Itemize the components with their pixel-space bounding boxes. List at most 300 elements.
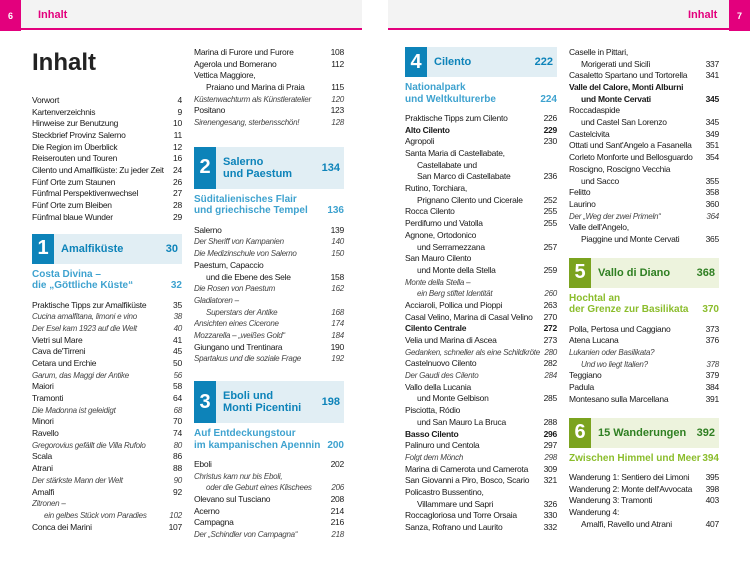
toc-entry[interactable] [405,347,557,359]
section-page: 392 [696,426,715,439]
toc-entry[interactable] [194,482,344,494]
toc-entry-title: Policastro Bussentino, [405,486,484,497]
toc-entry[interactable] [405,277,557,289]
toc-entry-title: ein Berg stiftet Identität [417,289,493,299]
toc-entry-page: 384 [705,382,719,393]
toc-entry-title: Fünf Orte zum Staunen [32,176,116,187]
toc-entry-title: Castelnuovo Cilento [405,358,477,369]
toc-entry[interactable] [405,265,557,277]
toc-entry[interactable] [405,452,557,464]
toc-entry[interactable] [405,522,557,534]
section-number: 1 [32,234,54,264]
toc-entry-title: Cilento und Amalfiküste: Zu jeder Zeit [32,165,164,176]
toc-entry-page: 282 [543,358,557,369]
toc-entry[interactable] [405,148,557,160]
section-1-subtitle[interactable] [32,269,182,292]
toc-entry-page: 284 [544,371,557,381]
toc-entry-page: 332 [543,522,557,533]
section-4-subtitle[interactable] [405,82,557,105]
toc-entry-page: 214 [330,505,344,516]
toc-entry[interactable] [405,113,557,125]
left-page-number: 6 [0,0,21,31]
toc-entry[interactable] [194,518,344,530]
toc-entry-title: San Giovanni a Piro, Bosco, Scario [405,475,530,486]
subtitle-text: Nationalpark und Weltkulturerbe [405,82,496,105]
toc-entry[interactable] [405,125,557,137]
toc-entry-title: Giungano und Trentinara [194,341,283,352]
toc-entry-page: 92 [173,486,182,497]
right-page-number: 7 [729,0,750,31]
toc-entry-page: 365 [705,233,719,244]
section-title: Cilento [434,56,472,68]
toc-entry-page: 41 [173,334,182,345]
toc-entry[interactable] [569,335,719,347]
toc-entry-page: 337 [705,58,719,69]
toc-entry[interactable] [405,160,557,172]
toc-entry-page: 364 [706,211,719,221]
toc-entry[interactable] [194,342,344,354]
toc-entry[interactable] [405,207,557,219]
toc-entry-page: 123 [330,105,344,116]
toc-entry[interactable] [405,440,557,452]
toc-entry[interactable] [32,95,182,107]
toc-entry-title: Die Rosen von Paestum [194,284,276,294]
toc-entry-title: Marina di Furore und Furore [194,46,294,57]
toc-entry[interactable] [569,82,719,94]
toc-entry[interactable] [194,225,344,237]
subtitle-page: 136 [327,205,344,217]
section-6-subtitle[interactable] [569,453,719,465]
toc-entry[interactable] [569,176,719,188]
toc-entry[interactable] [569,187,719,199]
toc-entry-page: 28 [173,200,182,211]
toc-entry-page: 355 [705,175,719,186]
toc-entry-title: Acerno [194,505,220,516]
toc-entry-title: Sanza, Rofrano und Laurito [405,522,503,533]
toc-entry[interactable] [32,522,182,534]
toc-entry[interactable] [194,94,344,106]
toc-entry[interactable] [194,105,344,117]
toc-entry[interactable] [569,394,719,406]
toc-entry[interactable] [569,70,719,82]
toc-entry[interactable] [569,47,719,59]
toc-entry-page: 16 [173,153,182,164]
toc-column-4 [569,47,719,530]
toc-entry[interactable] [32,212,182,224]
toc-entry-page: 74 [173,428,182,439]
toc-entry-page: 108 [330,46,344,57]
toc-entry[interactable] [405,183,557,195]
toc-entry[interactable] [194,248,344,260]
toc-entry[interactable] [569,94,719,106]
toc-entry[interactable] [194,117,344,129]
toc-entry-title: oder die Geburt eines Klischees [206,483,312,493]
toc-entry-page: 50 [173,357,182,368]
section-1-entries [32,300,182,534]
toc-entry-page: 379 [705,370,719,381]
toc-entry-page: 174 [331,319,344,329]
toc-entry[interactable] [32,381,182,393]
toc-entry-title: Castelcivita [569,128,610,139]
toc-entry-page: 403 [705,495,719,506]
toc-entry[interactable] [32,475,182,487]
toc-entry-title: Montesano sulla Marcellana [569,393,669,404]
subtitle-page: 200 [327,439,344,451]
toc-entry-page: 58 [173,381,182,392]
toc-entry[interactable] [32,200,182,212]
toc-entry[interactable] [405,171,557,183]
toc-entry[interactable] [32,428,182,440]
toc-entry-title: Praktische Tipps zum Cilento [405,112,508,123]
section-number: 3 [194,381,216,423]
toc-entry[interactable] [405,429,557,441]
toc-entry[interactable] [405,300,557,312]
toc-entry-title: Gladiatoren – [194,295,239,305]
toc-entry[interactable] [32,142,182,154]
toc-entry[interactable] [405,358,557,370]
section-2-header[interactable] [194,147,344,189]
toc-entry[interactable] [32,393,182,405]
subtitle-page: 370 [702,304,719,316]
toc-entry-title: Caselle in Pittari, [569,46,629,57]
toc-entry[interactable] [32,177,182,189]
toc-entry[interactable] [405,405,557,417]
toc-entry-title: Küstenwachturm als Künstleratelier [194,94,311,104]
section-6-entries [569,472,719,530]
toc-entry-page: 321 [543,475,557,486]
toc-entry-title: Corleto Monforte und Bellosguardo [569,152,693,163]
section-title: 15 Wanderungen [598,426,687,439]
toc-entry-page: 345 [705,117,719,128]
toc-entry[interactable] [405,136,557,148]
toc-entry-title: Salerno [194,224,222,235]
toc-entry-page: 309 [543,463,557,474]
toc-entry[interactable] [32,107,182,119]
toc-entry[interactable] [32,370,182,382]
section-3-subtitle[interactable] [194,428,344,451]
toc-entry-page: 140 [331,237,344,247]
toc-entry-title: ein gelbes Stück vom Paradies [44,510,147,520]
section-4-header[interactable] [405,47,557,77]
toc-entry-page: 326 [543,498,557,509]
toc-entry-title: und die Ebene des Sele [206,271,291,282]
toc-entry[interactable] [32,130,182,142]
toc-entry[interactable] [194,471,344,483]
toc-entry-title: Der Sheriff von Kampanien [194,237,284,247]
toc-entry-page: 259 [543,264,557,275]
toc-entry-page: 226 [543,112,557,123]
toc-entry[interactable] [194,59,344,71]
toc-entry[interactable] [32,300,182,312]
toc-entry[interactable] [194,330,344,342]
toc-entry-page: 395 [705,471,719,482]
toc-entry-page: 349 [705,128,719,139]
toc-entry-title: Vietri sul Mare [32,334,83,345]
toc-entry[interactable] [405,253,557,265]
toc-entry-title: Rocca Cilento [405,206,455,217]
toc-entry[interactable] [194,272,344,284]
toc-entry-title: Basso Cilento [405,428,459,439]
toc-entry-title: Velia und Marina di Ascea [405,335,497,346]
toc-entry-page: 38 [173,312,182,322]
toc-entry-page: 398 [705,483,719,494]
toc-entry[interactable] [194,318,344,330]
toc-entry-page: 373 [705,323,719,334]
toc-entry-title: Maiori [32,381,54,392]
toc-entry[interactable] [405,323,557,335]
toc-entry-page: 296 [543,428,557,439]
toc-entry[interactable] [569,152,719,164]
toc-column-2 [194,47,344,541]
toc-entry[interactable] [569,234,719,246]
toc-entry[interactable] [569,211,719,223]
toc-entry[interactable] [569,105,719,117]
toc-entry-page: 112 [331,58,344,69]
toc-entry[interactable] [194,494,344,506]
toc-entry[interactable] [32,189,182,201]
toc-entry[interactable] [32,405,182,417]
toc-entry[interactable] [569,359,719,371]
toc-entry-title: Scala [32,451,53,462]
toc-entry[interactable] [405,499,557,511]
toc-entry[interactable] [569,370,719,382]
toc-entry-title: Agerola und Bomerano [194,58,277,69]
toc-entry[interactable] [32,440,182,452]
toc-entry-title: Der Gaudi des Cilento [405,371,479,381]
toc-entry-title: San Mauro Cilento [405,253,472,264]
toc-entry-title: Valle del Calore, Monti Alburni [569,82,684,93]
toc-entry-page: 218 [331,530,344,540]
toc-entry-page: 192 [331,354,344,364]
toc-entry[interactable] [569,129,719,141]
toc-entry-page: 351 [705,140,719,151]
toc-entry[interactable] [569,382,719,394]
toc-entry-title: Castellabate und [417,159,477,170]
toc-entry-title: Santa Maria di Castellabate, [405,148,505,159]
toc-entry-page: 285 [543,393,557,404]
toc-entry-title: Casal Velino, Marina di Casal Velino [405,311,533,322]
toc-entry-page: 80 [173,440,182,450]
toc-entry[interactable] [32,498,182,510]
toc-entry-page: 11 [173,130,182,141]
toc-entry-title: Campagna [194,517,234,528]
section-page: 222 [534,56,553,68]
toc-entry-page: 407 [705,518,719,529]
toc-entry[interactable] [405,218,557,230]
toc-entry-title: Olevano sul Tusciano [194,494,271,505]
toc-entry[interactable] [32,463,182,475]
subtitle-text: Auf Entdeckungstour im kampanischen Apennin [194,428,321,451]
toc-entry-page: 255 [543,218,557,229]
toc-entry-page: 40 [173,323,182,333]
toc-entry[interactable] [32,346,182,358]
toc-entry[interactable] [569,484,719,496]
toc-entry[interactable] [569,347,719,359]
toc-entry[interactable] [194,47,344,59]
toc-entry-title: und Monte Cervati [581,93,651,104]
toc-entry-title: Roccadaspide [569,105,620,116]
section-page: 30 [165,242,178,255]
toc-entry-title: Atrani [32,463,53,474]
section-title: Vallo di Diano [598,266,671,279]
toc-entry-page: 107 [168,521,182,532]
toc-entry[interactable] [32,335,182,347]
toc-entry-page: 86 [173,451,182,462]
toc-entry-page: 216 [330,517,344,528]
toc-entry-page: 280 [544,347,557,357]
toc-entry[interactable] [194,459,344,471]
toc-entry[interactable] [405,510,557,522]
toc-entry-title: Vettica Maggiore, [194,70,256,81]
section-5-entries [569,324,719,406]
toc-entry-page: 90 [173,475,182,485]
toc-entry[interactable] [405,464,557,476]
section-4-entries-cont [569,47,719,246]
toc-entry-title: Alto Cilento [405,124,450,135]
toc-entry[interactable] [569,324,719,336]
toc-entry[interactable] [194,307,344,319]
toc-entry-title: Die Madonna ist geleidigt [32,405,116,415]
toc-entry[interactable] [194,237,344,249]
toc-entry[interactable] [194,353,344,365]
toc-entry[interactable] [405,230,557,242]
toc-entry[interactable] [405,475,557,487]
toc-entry-title: Monte della Stella – [405,277,471,287]
toc-entry-page: 236 [543,171,557,182]
section-number: 2 [194,147,216,189]
toc-entry-title: Gregorovius gefällt die Villa Rufolo [32,440,146,450]
toc-entry[interactable] [194,82,344,94]
toc-entry-title: Fünfmal Perspektivenwechsel [32,188,139,199]
toc-entry-title: Minori [32,416,54,427]
toc-entry-page: 252 [543,194,557,205]
toc-entry[interactable] [32,311,182,323]
subtitle-text: Zwischen Himmel und Meer [569,452,701,464]
toc-entry-title: Der „Weg der zwei Primeln“ [569,211,661,221]
toc-entry-title: Gedanken, schneller als eine Schildkröte [405,347,540,357]
section-2-subtitle[interactable] [194,194,344,217]
toc-entry[interactable] [32,510,182,522]
section-6-header[interactable] [569,418,719,448]
toc-entry-page: 158 [330,271,344,282]
toc-entry-page: 45 [173,346,182,357]
toc-entry[interactable] [405,487,557,499]
toc-entry[interactable] [32,452,182,464]
toc-entry[interactable] [405,394,557,406]
toc-entry-page: 68 [173,405,182,415]
toc-entry-title: Conca dei Marini [32,521,92,532]
toc-entry[interactable] [569,59,719,71]
right-header-title: Inhalt [688,9,718,21]
section-3-header[interactable] [194,381,344,423]
toc-entry-page: 168 [331,307,344,317]
toc-entry-title: und San Mauro La Bruca [417,416,507,427]
toc-entry[interactable] [405,370,557,382]
toc-entry[interactable] [405,288,557,300]
section-title: Eboli und Monti Picentini [223,390,302,415]
toc-entry-title: Teggiano [569,370,602,381]
toc-entry-title: Der „Schindler von Campagna“ [194,530,298,540]
page-title: Inhalt [32,49,96,76]
toc-entry-title: Christus kam nur bis Eboli, [194,471,283,481]
toc-entry-page: 360 [705,198,719,209]
toc-entry-title: Roscigno, Roscigno Vecchia [569,163,671,174]
section-1-header[interactable] [32,234,182,264]
toc-entry-title: Folgt dem Mönch [405,452,464,462]
toc-entry-title: Prignano Cilento und Cicerale [417,194,523,205]
toc-entry[interactable] [569,507,719,519]
toc-entry[interactable] [405,417,557,429]
toc-entry[interactable] [32,358,182,370]
toc-entry-page: 298 [544,452,557,462]
section-5-subtitle[interactable] [569,293,719,316]
section-title: Salerno und Paestum [223,155,293,180]
toc-entry[interactable] [405,312,557,324]
toc-entry-page: 4 [177,94,182,105]
toc-entry[interactable] [194,295,344,307]
toc-entry-title: Die Medizinschule von Salerno [194,249,297,259]
toc-entry[interactable] [569,495,719,507]
toc-entry[interactable] [32,165,182,177]
left-header-title: Inhalt [38,9,68,21]
toc-entry-title: Wanderung 2: Monte dell'Avvocata [569,483,693,494]
toc-entry-page: 272 [543,323,557,334]
toc-entry[interactable] [194,529,344,541]
toc-entry[interactable] [569,222,719,234]
toc-entry-page: 345 [705,93,719,104]
toc-entry-title: Mozzarella – „weißes Gold“ [194,330,285,340]
toc-entry-title: Villammare und Sapri [417,498,494,509]
toc-entry[interactable] [32,153,182,165]
toc-entry-page: 10 [173,118,182,129]
toc-entry[interactable] [32,487,182,499]
toc-entry[interactable] [405,195,557,207]
toc-entry[interactable] [405,242,557,254]
toc-entry-title: Acciaroli, Pollica und Pioppi [405,299,503,310]
toc-entry[interactable] [194,260,344,272]
toc-entry-title: Valle dell'Angelo, [569,222,629,233]
toc-entry-page: 26 [173,176,182,187]
toc-entry[interactable] [569,164,719,176]
toc-entry[interactable] [569,141,719,153]
toc-entry[interactable] [32,416,182,428]
toc-entry-title: Hinweise zur Benutzung [32,118,119,129]
toc-entry-title: Cilento Centrale [405,323,467,334]
toc-entry-title: Vorwort [32,94,60,105]
toc-entry[interactable] [569,117,719,129]
toc-entry-page: 9 [177,106,182,117]
toc-entry[interactable] [194,506,344,518]
section-5-header[interactable] [569,258,719,288]
toc-entry-page: 115 [331,82,344,93]
toc-entry[interactable] [405,382,557,394]
section-1-entries-cont [194,47,344,129]
toc-entry[interactable] [405,335,557,347]
toc-entry[interactable] [569,519,719,531]
toc-entry-page: 330 [543,510,557,521]
toc-entry-page: 56 [173,370,182,380]
toc-entry-title: Und wo liegt Italien? [581,359,648,369]
toc-entry[interactable] [32,323,182,335]
toc-entry[interactable] [194,70,344,82]
toc-entry[interactable] [32,118,182,130]
toc-entry-title: Polla, Pertosa und Caggiano [569,323,671,334]
toc-entry[interactable] [569,199,719,211]
toc-entry-title: und Monte Gelbison [417,393,489,404]
toc-entry-page: 391 [705,393,719,404]
toc-entry[interactable] [569,472,719,484]
toc-entry[interactable] [194,283,344,295]
